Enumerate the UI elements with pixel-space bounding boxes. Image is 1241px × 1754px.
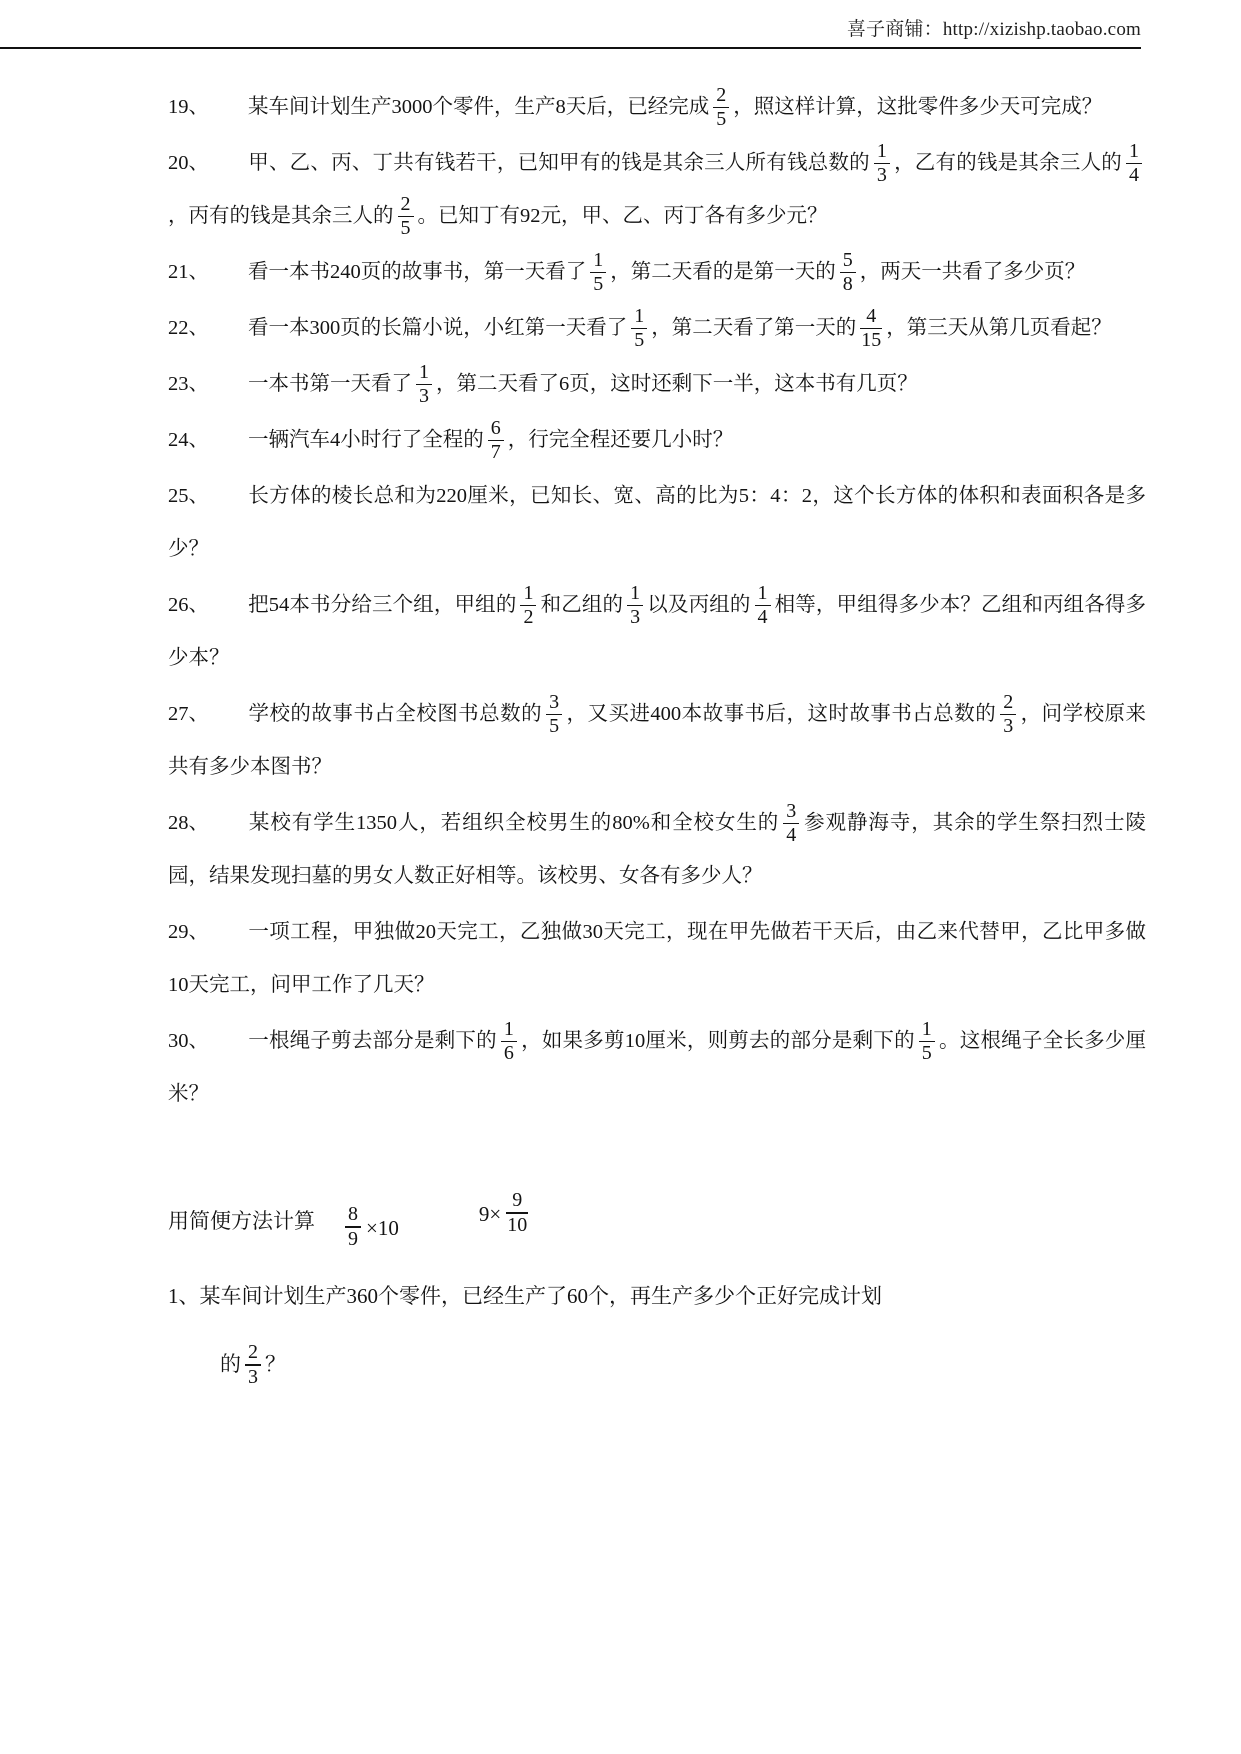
final-question-line1: 某车间计划生产360个零件，已经生产了60个，再生产多少个正好完成计划 [199, 1283, 882, 1308]
fraction-numerator: 3 [786, 799, 797, 822]
question-number: 23、 [168, 373, 209, 395]
question-text: 某校有学生1350人，若组织全校男生的80%和全校女生的 [248, 812, 780, 834]
calc-operator-text: ×10 [366, 1215, 399, 1240]
final-question [168, 1269, 1146, 1323]
fraction-numerator: 1 [876, 139, 887, 162]
question-text: ，乙有的钱是其余三人的 [893, 152, 1123, 174]
question-text: 一本书第一天看了 [248, 373, 412, 395]
fraction-denominator: 5 [634, 329, 645, 352]
fraction-denominator: 4 [786, 824, 797, 847]
question-number: 26、 [168, 594, 209, 616]
question-text: 长方体的棱长总和为220厘米，已知长、宽、高的比为5：4：2，这个长方体的体积和表面积各是多少？ [168, 485, 1146, 560]
fraction-numerator: 1 [757, 581, 768, 604]
fraction-numerator: 9 [512, 1189, 523, 1212]
question-number: 25、 [168, 485, 209, 507]
question-text: ，第二天看的是第一天的 [610, 261, 836, 283]
fraction-numerator: 1 [503, 1017, 514, 1040]
question-item [168, 358, 1146, 411]
fraction-6-7 [488, 418, 504, 464]
fraction-numerator: 1 [1129, 139, 1140, 162]
fraction-denominator: 6 [503, 1042, 514, 1065]
fraction-denominator: 5 [400, 217, 411, 240]
question-text: 学校的故事书占全校图书总数的 [248, 703, 543, 725]
fraction-numerator: 1 [593, 248, 604, 271]
question-text: 看一本300页的长篇小说，小红第一天看了 [248, 317, 628, 339]
fraction-denominator: 10 [507, 1213, 528, 1236]
fraction-numerator: 2 [248, 1341, 258, 1364]
calc-operator-text: 9× [478, 1202, 502, 1226]
fraction-numerator: 1 [634, 304, 645, 327]
fraction-2-5 [713, 85, 729, 131]
fraction-denominator: 5 [593, 273, 604, 296]
fraction-numerator: 4 [866, 304, 877, 327]
fraction-2-3 [1000, 692, 1016, 738]
fraction-numerator: 2 [1003, 690, 1014, 713]
fraction-1-2 [520, 583, 536, 629]
question-text: ，两天一共看了多少页？ [859, 261, 1086, 283]
fraction-denominator: 2 [523, 606, 534, 629]
final-question-number: 1、 [168, 1283, 200, 1308]
question-text: 和乙组的 [540, 594, 624, 616]
question-item [168, 470, 1146, 576]
fraction-denominator: 3 [630, 606, 641, 629]
header-divider [0, 47, 1141, 49]
final-question-block [0, 1269, 1241, 1391]
question-text: 。已知丁有92元，甲、乙、丙丁各有多少元？ [417, 205, 828, 227]
fraction-denominator: 5 [921, 1042, 932, 1065]
fraction-1-4 [1126, 141, 1142, 187]
shop-watermark: 喜子商铺：http://xizishp.taobao.com [846, 19, 1141, 40]
fraction-2-5 [398, 194, 414, 240]
question-number: 19、 [168, 96, 209, 118]
question-text: 。这根绳子全长多少厘米？ [168, 1030, 1147, 1105]
questions-list [0, 55, 1241, 1121]
question-text: ，又买进400本故事书后，这时故事书占总数的 [566, 703, 997, 725]
question-item [168, 137, 1146, 243]
question-text: ，行完全程还要几小时？ [507, 429, 734, 451]
calc-expression [341, 1201, 400, 1255]
fraction-1-6 [501, 1019, 517, 1065]
question-number: 24、 [168, 429, 209, 451]
question-item [168, 688, 1146, 794]
fraction-numerator: 6 [490, 416, 501, 439]
question-text: 以及丙组的 [647, 594, 751, 616]
question-item [168, 797, 1146, 903]
fraction-1-5 [590, 250, 606, 296]
fraction-denominator: 3 [1003, 715, 1014, 738]
calc-line [168, 1187, 1146, 1255]
fraction-denominator: 3 [248, 1365, 258, 1388]
question-text: ，第二天看了第一天的 [651, 317, 857, 339]
fraction-1-3 [416, 362, 432, 408]
fraction-numerator: 8 [348, 1203, 358, 1225]
fraction-denominator: 4 [1129, 164, 1140, 187]
question-number: 27、 [168, 703, 209, 725]
fraction-5-8 [840, 250, 856, 296]
fraction-numerator: 2 [400, 192, 411, 215]
question-number: 22、 [168, 317, 209, 339]
fraction-denominator: 3 [419, 385, 429, 408]
fraction-denominator: 3 [876, 164, 887, 187]
fraction-8-9 [345, 1204, 361, 1250]
fraction-numerator: 1 [921, 1017, 932, 1040]
question-text: ，如果多剪10厘米，则剪去的部分是剩下的 [520, 1030, 915, 1052]
question-text: 相等，甲组得多少本？乙组和丙组各得多少本？ [168, 594, 1147, 669]
question-text: 参观静海寺，其余的学生祭扫烈士陵园，结果发现扫墓的男女人数正好相等。该校男、女各有多少人？ [168, 812, 1147, 887]
question-number: 20、 [168, 152, 209, 174]
question-item [168, 414, 1146, 467]
fraction-denominator: 7 [490, 441, 501, 464]
fraction-denominator: 8 [842, 273, 853, 296]
question-item [168, 579, 1146, 685]
fraction-numerator: 3 [549, 690, 560, 713]
question-text: 甲、乙、丙、丁共有钱若干，已知甲有的钱是其余三人所有钱总数的 [248, 152, 870, 174]
fraction-3-4 [783, 801, 799, 847]
fraction-denominator: 4 [757, 606, 768, 629]
question-text: 把54本书分给三个组，甲组的 [248, 594, 517, 616]
question-number: 21、 [168, 261, 209, 283]
question-number: 30、 [168, 1030, 209, 1052]
question-number: 28、 [168, 812, 209, 834]
question-item [168, 906, 1146, 1012]
final-question-line2 [168, 1337, 1146, 1391]
question-item [168, 81, 1146, 134]
question-text: ，丙有的钱是其余三人的 [168, 205, 394, 227]
final-question-suffix: ？ [265, 1351, 286, 1376]
fraction-1-3 [874, 141, 890, 187]
fraction-numerator: 1 [523, 581, 534, 604]
calc-expression [478, 1187, 532, 1241]
fraction-1-3 [627, 583, 643, 629]
question-text: ，问学校原来共有多少本图书？ [168, 703, 1147, 778]
fraction-3-5 [546, 692, 562, 738]
question-number: 29、 [168, 921, 209, 943]
fraction-2-3 [245, 1342, 261, 1388]
calc-expressions [341, 1187, 610, 1255]
fraction-denominator: 5 [716, 108, 727, 131]
fraction-4-15 [860, 306, 882, 352]
fraction-1-5 [919, 1019, 935, 1065]
question-text: ，第二天看了6页，这时还剩下一半，这本书有几页？ [436, 373, 918, 395]
question-item [168, 1015, 1146, 1121]
question-text: ，照这样计算，这批零件多少天可完成？ [733, 96, 1103, 118]
question-text: 一根绳子剪去部分是剩下的 [248, 1030, 497, 1052]
fraction-9-10 [506, 1190, 528, 1236]
question-text: ，第三天从第几页看起？ [886, 317, 1112, 339]
fraction-numerator: 1 [419, 360, 429, 383]
fraction-numerator: 5 [842, 248, 853, 271]
fraction-1-5 [631, 306, 647, 352]
question-text: 一辆汽车4小时行了全程的 [248, 429, 484, 451]
fraction-denominator: 5 [549, 715, 560, 738]
fraction-1-4 [755, 583, 771, 629]
question-item [168, 302, 1146, 355]
question-item [168, 246, 1146, 299]
fraction-numerator: 2 [716, 83, 727, 106]
fraction-numerator: 1 [630, 581, 641, 604]
question-text: 看一本书240页的故事书，第一天看了 [248, 261, 587, 283]
simple-calculation-section [0, 1187, 1241, 1255]
page-header [0, 0, 1241, 55]
calc-section-label: 用简便方法计算 [168, 1208, 315, 1233]
question-text: 某车间计划生产3000个零件，生产8天后，已经完成 [248, 96, 710, 118]
fraction-denominator: 9 [348, 1227, 358, 1250]
final-question-prefix: 的 [220, 1351, 241, 1376]
fraction-denominator: 15 [861, 329, 882, 352]
question-text: 一项工程，甲独做20天完工，乙独做30天完工，现在甲先做若干天后，由乙来代替甲，乙比甲多做10天完工，问甲工作了几天？ [168, 921, 1146, 996]
